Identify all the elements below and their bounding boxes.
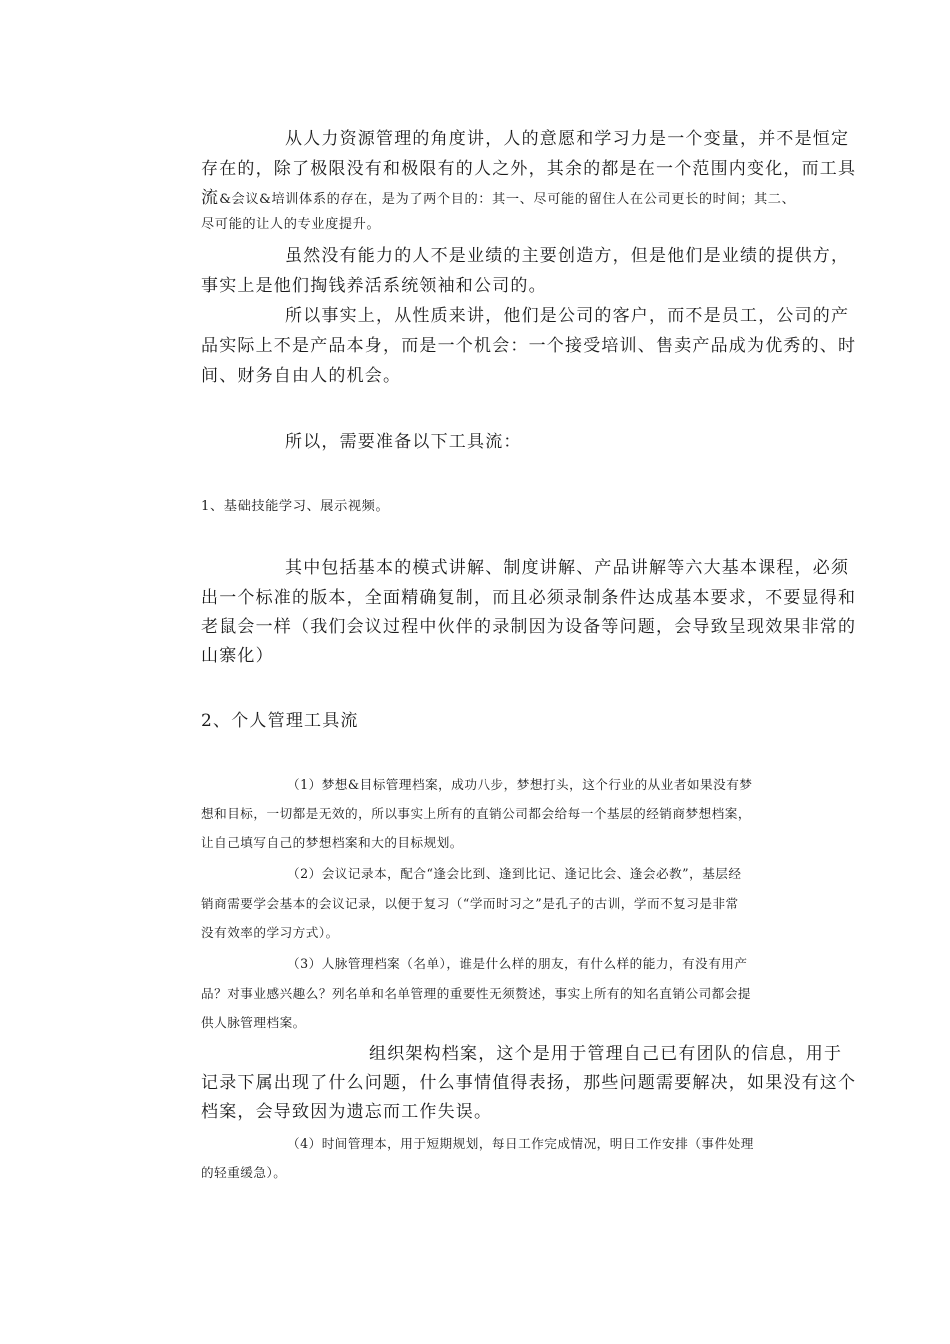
- para1-line3-rest: &会议&培训体系的存在，是为了两个目的：其一、尽可能的留住人在公司更长的时间；其二、: [219, 192, 796, 207]
- para1-line3-lead: 流: [201, 188, 220, 208]
- para6-line1: 组织架构档案，这个是用于管理自己已有团队的信息，用于: [369, 1044, 843, 1064]
- sub1-line3: 让自己填写自己的梦想档案和大的目标规划。: [201, 835, 463, 850]
- para5-line4: 山寨化）: [201, 646, 274, 666]
- para3-line1: 所以事实上，从性质来讲，他们是公司的客户，而不是员工，公司的产: [285, 306, 850, 326]
- para2-line2: 事实上是他们掏钱养活系统领袖和公司的。: [201, 276, 547, 296]
- sub2-line2: 销商需要学会基本的会议记录，以便于复习（“学而时习之”是孔子的古训，学而不复习是非常: [201, 896, 739, 911]
- para5-line3: 老鼠会一样（我们会议过程中伙伴的录制因为设备等问题，会导致呈现效果非常的: [201, 617, 857, 637]
- para6-line2: 记录下属出现了什么问题，什么事情值得表扬，那些问题需要解决，如果没有这个: [201, 1073, 857, 1093]
- item1-title: 1、基础技能学习、展示视频。: [201, 499, 390, 514]
- sub4-line2: 的轻重缓急）。: [201, 1165, 287, 1180]
- item2-title: 2、个人管理工具流: [201, 711, 359, 731]
- sub2-line3: 没有效率的学习方式）。: [201, 925, 339, 940]
- sub1-line1: （1）梦想&目标管理档案，成功八步，梦想打头，这个行业的从业者如果没有梦: [287, 777, 753, 792]
- sub3-line3: 供人脉管理档案。: [201, 1015, 306, 1030]
- para1-line2: 存在的，除了极限没有和极限有的人之外，其余的都是在一个范围内变化，而工具: [201, 159, 857, 179]
- sub3-line1: （3）人脉管理档案（名单），谁是什么样的朋友，有什么样的能力，有没有用产: [287, 956, 748, 971]
- sub4-line1: （4）时间管理本，用于短期规划，每日工作完成情况，明日工作安排（事件处理: [287, 1136, 754, 1151]
- para4: 所以，需要准备以下工具流：: [285, 432, 522, 452]
- sub3-line2: 品？对事业感兴趣么？列名单和名单管理的重要性无须赘述，事实上所有的知名直销公司都会提: [201, 986, 751, 1001]
- sub1-line2: 想和目标，一切都是无效的，所以事实上所有的直销公司都会给每一个基层的经销商梦想档案，: [201, 806, 751, 821]
- para3-line3: 间、财务自由人的机会。: [201, 366, 402, 386]
- para5-line1: 其中包括基本的模式讲解、制度讲解、产品讲解等六大基本课程，必须: [285, 558, 850, 578]
- para1-line1: 从人力资源管理的角度讲，人的意愿和学习力是一个变量，并不是恒定: [285, 129, 850, 149]
- sub2-line1: （2）会议记录本，配合“逢会比到、逢到比记、逢记比会、逢会必教”，基层经: [287, 866, 742, 881]
- para1-line3: [201, 183, 795, 208]
- para2-line1: 虽然没有能力的人不是业绩的主要创造方，但是他们是业绩的提供方，: [285, 246, 850, 266]
- para5-line2: 出一个标准的版本，全面精确复制，而且必须录制条件达成基本要求，不要显得和: [201, 588, 857, 608]
- para6-line3: 档案，会导致因为遗忘而工作失误。: [201, 1102, 493, 1122]
- para3-line2: 品实际上不是产品本身，而是一个机会：一个接受培训、售卖产品成为优秀的、时: [201, 336, 857, 356]
- para1-line4: 尽可能的让人的专业度提升。: [201, 217, 381, 232]
